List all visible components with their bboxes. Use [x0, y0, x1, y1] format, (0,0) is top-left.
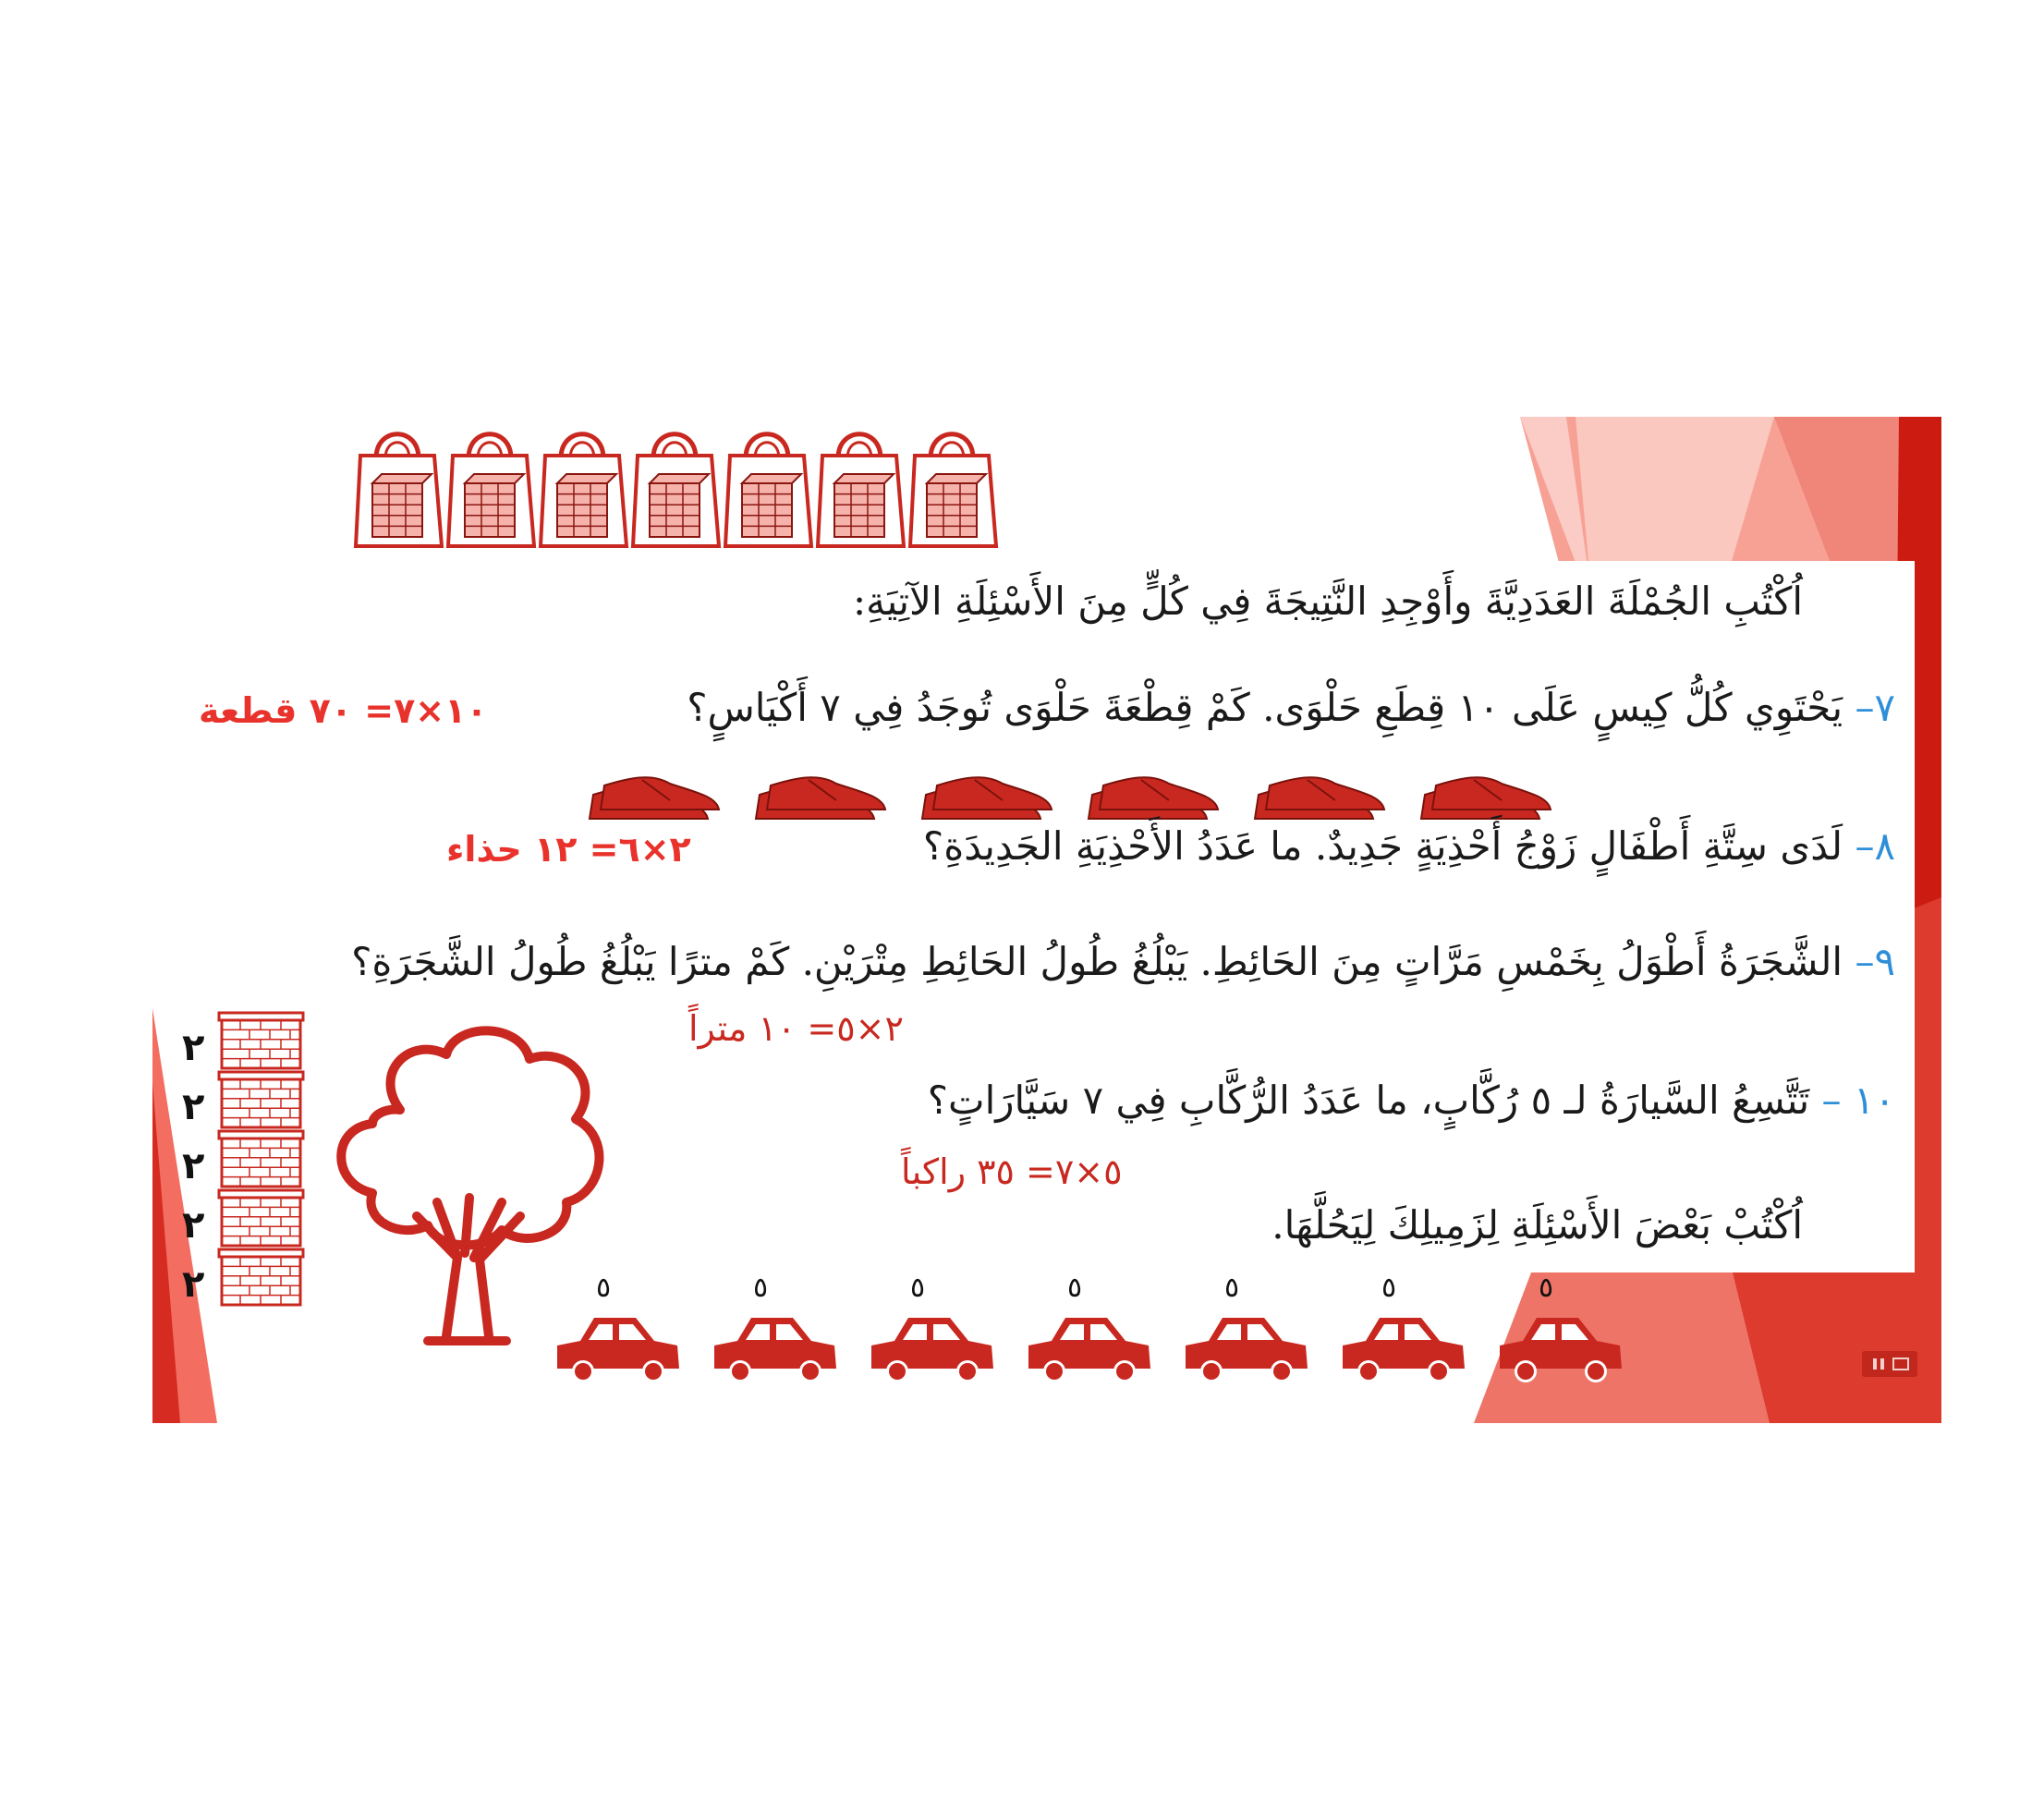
wall-label: ٢ — [182, 1145, 205, 1187]
wall-label: ٢ — [182, 1263, 205, 1306]
question-10-text: تَتَّسِعُ السَّيارَةُ لـ ٥ رُكَّابٍ، ما عَدَدُ الرُّكَّابِ فِي ٧ سَيَّارَاتٍ؟ — [927, 1078, 1810, 1123]
question-8 — [923, 823, 1895, 869]
question-7-number: ٧– — [1855, 685, 1895, 730]
wall-label: ٢ — [182, 1086, 205, 1128]
car-label: ٥ — [753, 1272, 769, 1304]
wall-label: ٢ — [182, 1027, 205, 1069]
car-icon — [714, 1318, 836, 1382]
car-icon — [871, 1318, 993, 1382]
car-label: ٥ — [596, 1272, 612, 1304]
cars-illustration — [152, 417, 1941, 1423]
answer-10: ٥×٧= ٣٥ راكباً — [901, 1151, 1123, 1192]
car-label: ٥ — [910, 1272, 926, 1304]
car-label: ٥ — [1067, 1272, 1083, 1304]
question-7 — [687, 685, 1895, 730]
car-label: ٥ — [1381, 1272, 1397, 1304]
slideshow-controls[interactable] — [1862, 1351, 1917, 1377]
car-icon — [1343, 1318, 1465, 1382]
car-label: ٥ — [1224, 1272, 1240, 1304]
car-icon — [1500, 1318, 1622, 1382]
wall-label: ٢ — [182, 1204, 205, 1247]
question-9-text: الشَّجَرَةُ أَطْوَلُ بِخَمْسِ مَرَّاتٍ مِنَ الحَائِطِ. يَبْلُغُ طُولُ الحَائِطِ مِتْرَيْنِ. كَمْ مترًا يَبْلُغُ طُولُ الشَّجَرَةِ؟ — [351, 939, 1843, 984]
question-8-number: ٨– — [1855, 823, 1895, 869]
answer-7: ١٠×٧= ٧٠ قطعة — [199, 690, 488, 731]
car-icon — [557, 1318, 679, 1382]
slide — [152, 417, 1941, 1423]
question-7-text: يَحْتَوِي كُلُّ كِيسٍ عَلَى ١٠ قِطَعِ حَلْوَى. كَمْ قِطْعَةَ حَلْوَى تُوجَدُ فِي ٧ أَكْيَاسٍ؟ — [687, 685, 1843, 730]
car-icon — [1028, 1318, 1150, 1382]
instruction-text: اُكْتُبِ الجُمْلَةَ العَدَدِيَّةَ وأَوْجِدِ النَّتِيجَةَ فِي كُلٍّ مِنَ الأَسْئِلَةِ الآتِيَةِ: — [853, 578, 1803, 624]
question-10 — [928, 1078, 1895, 1123]
question-9-number: ٩– — [1855, 939, 1895, 984]
answer-9: ٢×٥= ١٠ متراً — [688, 1008, 904, 1049]
question-10-number: ١٠ – — [1821, 1078, 1895, 1123]
question-9 — [351, 939, 1895, 984]
car-icon — [1186, 1318, 1308, 1382]
car-label: ٥ — [1539, 1272, 1554, 1304]
question-8-text: لَدَى سِتَّةِ أَطْفَالٍ زَوْجُ أَحْذِيَةٍ جَدِيدٌ. ما عَدَدُ الأَحْذِيَةِ الجَدِيدَةِ؟ — [922, 823, 1843, 869]
closing-text: اُكْتُبْ بَعْضَ الأَسْئِلَةِ لِزَمِيلِكَ لِيَحُلَّهَا. — [1271, 1202, 1803, 1248]
answer-8: ٢×٦= ١٢ حذاء — [446, 829, 691, 870]
